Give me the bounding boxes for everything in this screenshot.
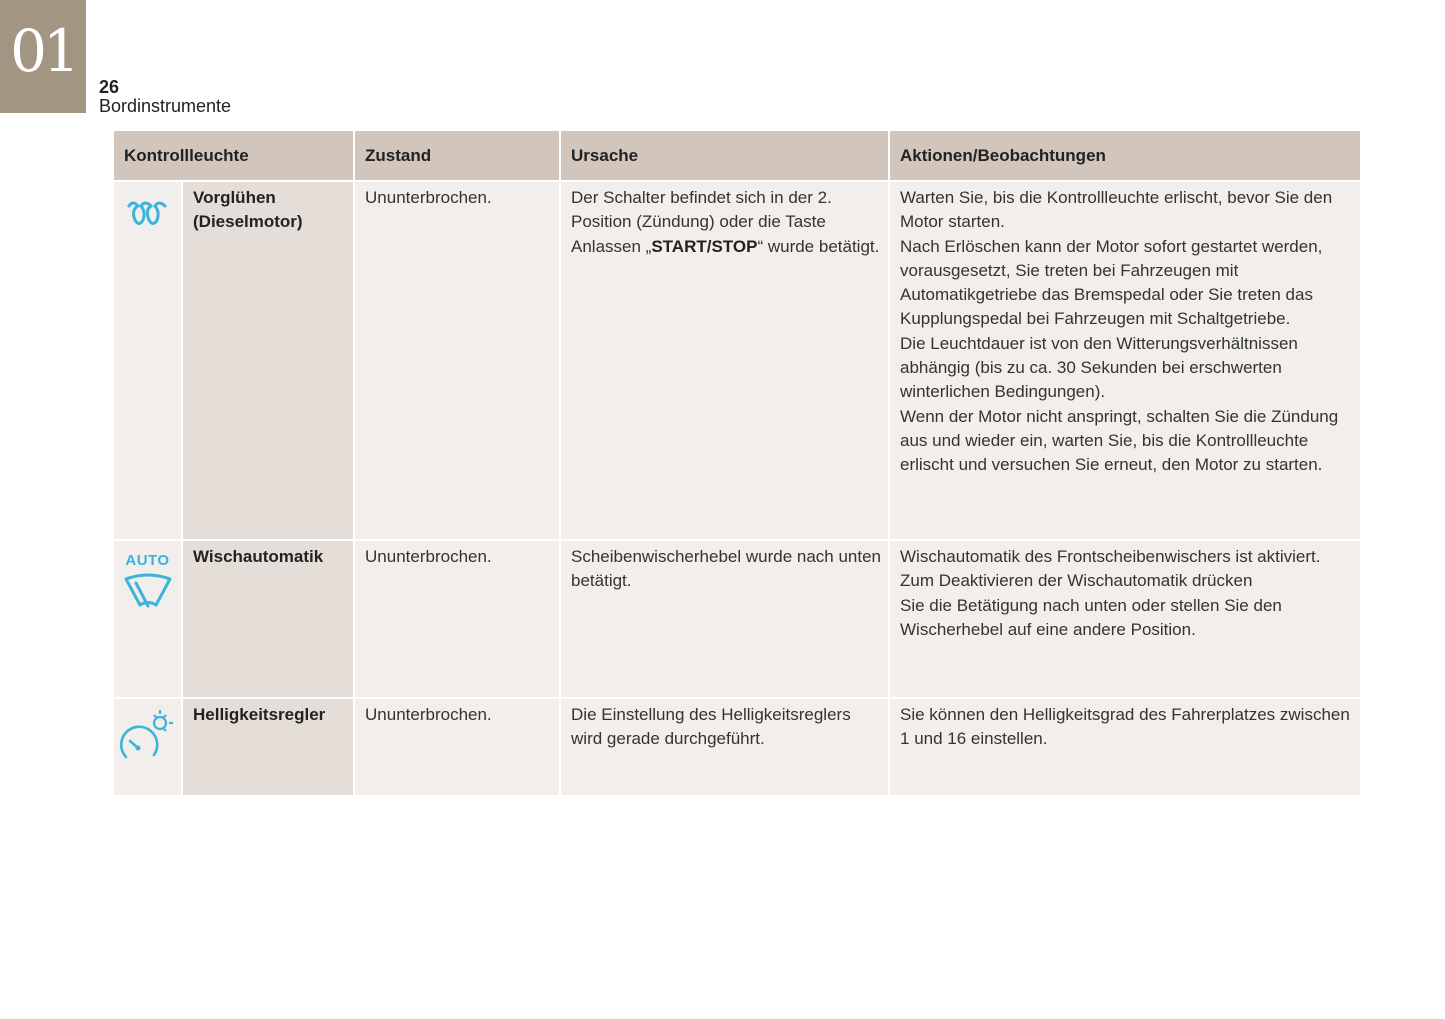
preheat-coil-icon (125, 196, 171, 230)
cause-cell: Die Einstellung des Helligkeitsreglers wird gerade durchgeführt. (561, 699, 888, 795)
state-cell: Ununterbrochen. (355, 541, 559, 697)
table-row (114, 541, 1360, 697)
actions-cell: Sie können den Helligkeitsgrad des Fahrerplatzes zwischen 1 und 16 einstellen. (890, 699, 1360, 795)
state-cell: Ununterbrochen. (355, 699, 559, 795)
warning-light-name: Vorglühen (Dieselmotor) (183, 182, 353, 539)
brightness-dial-icon (116, 707, 180, 763)
warning-light-name: Wischautomatik (183, 541, 353, 697)
cause-cell: Der Schalter befindet sich in der 2. Position (Zündung) oder die Taste Anlassen „START/STOP“ wurde betätigt. (561, 182, 888, 539)
actions-cell: Warten Sie, bis die Kontrollleuchte erlischt, bevor Sie den Motor starten. Nach Erlöschen kann der Motor sofort gestartet werden, vorausgesetzt, Sie treten bei Fahrzeugen mit Automatikgetriebe das Bremspedal oder Sie treten das Kupplungspedal bei Fahrzeugen mit Schaltgetriebe. Die Leuchtdauer ist von den Witterungsverhältnissen abhängig (bis zu ca. 30 Sekunden bei erschwerten winterlichen Bedingungen). Wenn der Motor nicht anspringt, schalten Sie die Zündung aus und wieder ein, warten Sie, bis die Kontrollleuchte erlischt und versuchen Sie erneut, den Motor zu starten. (890, 182, 1360, 539)
icon-cell (114, 541, 181, 697)
page-number: 26 (99, 77, 120, 97)
column-header: Kontrollleuchte (114, 131, 353, 180)
column-header: Aktionen/Beobachtungen (890, 131, 1360, 180)
actions-cell: Wischautomatik des Frontscheibenwischers ist aktiviert. Zum Deaktivieren der Wischautomatik drücken Sie die Betätigung nach unten oder stellen Sie den Wischerhebel auf eine andere Position. (890, 541, 1360, 697)
warning-light-name: Helligkeitsregler (183, 699, 353, 795)
table-row (114, 182, 1360, 539)
column-header: Ursache (561, 131, 888, 180)
warning-lights-table (112, 129, 1362, 797)
icon-cell (114, 699, 181, 795)
chapter-number: 01 (10, 16, 76, 85)
auto-label: AUTO (125, 552, 170, 569)
state-cell: Ununterbrochen. (355, 182, 559, 539)
cause-cell: Scheibenwischerhebel wurde nach unten betätigt. (561, 541, 888, 697)
column-header: Zustand (355, 131, 559, 180)
chapter-tab (0, 0, 86, 113)
section-title: Bordinstrumente (99, 96, 232, 116)
table-header-row (114, 131, 1360, 180)
auto-wiper-icon (122, 573, 174, 611)
icon-cell (114, 182, 181, 539)
table-row (114, 699, 1360, 795)
